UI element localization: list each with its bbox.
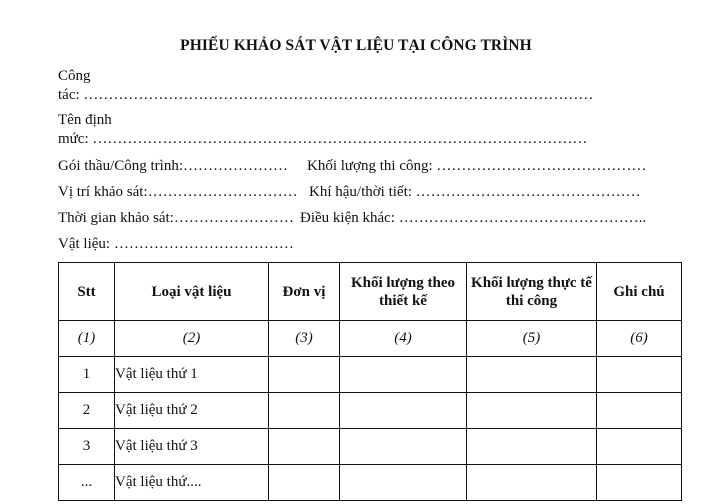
- row-actual-qty-cell[interactable]: [467, 393, 597, 429]
- row-unit-cell[interactable]: [269, 357, 340, 393]
- col-number: (3): [269, 321, 340, 357]
- row-material: Vật liệu thứ....: [115, 465, 269, 501]
- row-material: Vật liệu thứ 3: [115, 429, 269, 465]
- form-title: PHIẾU KHẢO SÁT VẬT LIỆU TẠI CÔNG TRÌNH: [180, 37, 532, 54]
- col-number: (5): [467, 321, 597, 357]
- thoi-gian-khao-sat-field: Thời gian khảo sát:……………………: [58, 210, 294, 226]
- header-actual-qty: Khối lượng thực tế thi công: [467, 263, 597, 321]
- col-number: (2): [115, 321, 269, 357]
- ten-dinh-muc-field: mức: ………………………………………………………………………………………: [58, 131, 588, 147]
- row-material: Vật liệu thứ 1: [115, 357, 269, 393]
- row-unit-cell[interactable]: [269, 465, 340, 501]
- table-header-row: [59, 263, 682, 321]
- header-unit: Đơn vị: [269, 263, 340, 321]
- header-design-qty: Khối lượng theo thiết kế: [340, 263, 467, 321]
- row-design-qty-cell[interactable]: [340, 357, 467, 393]
- row-design-qty-cell[interactable]: [340, 393, 467, 429]
- table-row: [59, 393, 682, 429]
- col-number: (4): [340, 321, 467, 357]
- table-row: [59, 357, 682, 393]
- cong-tac-label: Công: [58, 68, 91, 84]
- row-unit-cell[interactable]: [269, 429, 340, 465]
- header-stt: Stt: [59, 263, 115, 321]
- table-row: [59, 429, 682, 465]
- row-material: Vật liệu thứ 2: [115, 393, 269, 429]
- material-table: [58, 262, 682, 501]
- row-note-cell[interactable]: [597, 357, 682, 393]
- cong-tac-field: tác: …………………………………………………………………………………………: [58, 87, 594, 103]
- row-note-cell[interactable]: [597, 465, 682, 501]
- khoi-luong-thi-cong-field: Khối lượng thi công: ……………………………………: [307, 158, 647, 174]
- table-row: [59, 465, 682, 501]
- dieu-kien-khac-field: Điều kiện khác: …………………………………………..: [300, 210, 647, 226]
- header-note: Ghi chú: [597, 263, 682, 321]
- row-stt: 2: [59, 393, 115, 429]
- ten-dinh-muc-label: Tên định: [58, 112, 112, 128]
- goi-thau-field: Gói thầu/Công trình:…………………: [58, 158, 288, 174]
- khi-hau-field: Khí hậu/thời tiết: ………………………………………: [309, 184, 641, 200]
- col-number: (1): [59, 321, 115, 357]
- row-actual-qty-cell[interactable]: [467, 465, 597, 501]
- row-unit-cell[interactable]: [269, 393, 340, 429]
- row-actual-qty-cell[interactable]: [467, 357, 597, 393]
- vat-lieu-field: Vật liệu: ………………………………: [58, 236, 294, 252]
- vi-tri-khao-sat-field: Vị trí khảo sát:…………………………: [58, 184, 298, 200]
- row-note-cell[interactable]: [597, 429, 682, 465]
- row-design-qty-cell[interactable]: [340, 429, 467, 465]
- col-number: (6): [597, 321, 682, 357]
- row-design-qty-cell[interactable]: [340, 465, 467, 501]
- row-actual-qty-cell[interactable]: [467, 429, 597, 465]
- header-material: Loại vật liệu: [115, 263, 269, 321]
- row-stt: 3: [59, 429, 115, 465]
- row-stt: ...: [59, 465, 115, 501]
- column-number-row: [59, 321, 682, 357]
- row-stt: 1: [59, 357, 115, 393]
- row-note-cell[interactable]: [597, 393, 682, 429]
